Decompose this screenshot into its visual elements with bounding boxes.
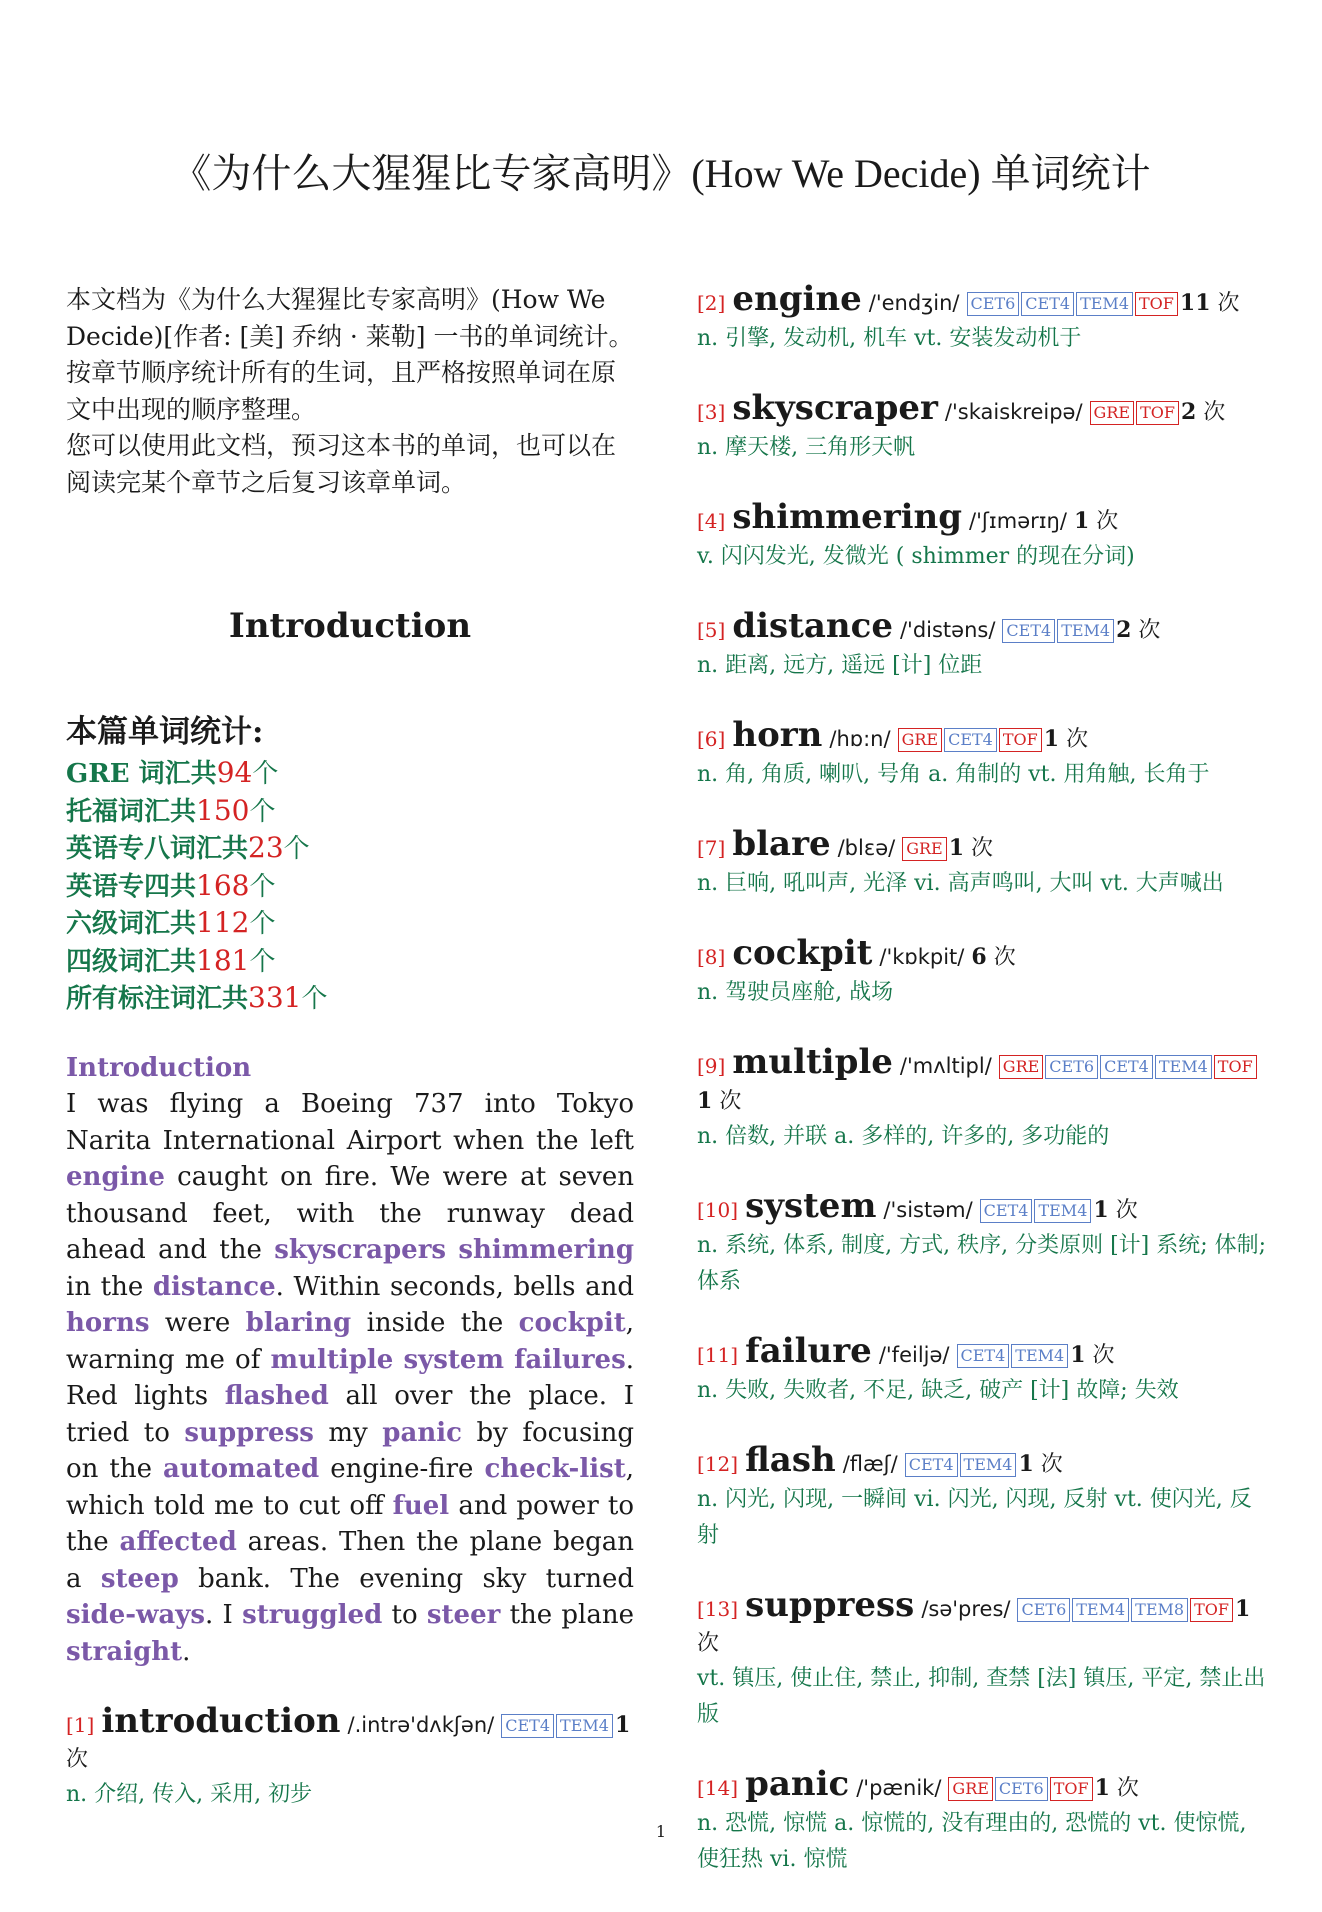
vocab-highlight: steer (426, 1600, 501, 1630)
level-tag: GRE (1090, 401, 1135, 425)
level-tag: TEM4 (556, 1714, 613, 1738)
count-suffix: 次 (697, 1631, 720, 1656)
entry-index: [4] (697, 509, 726, 533)
level-tag: TEM4 (1072, 1598, 1129, 1622)
entry-head (66, 1701, 634, 1777)
vocab-entry (697, 497, 1267, 575)
vocab-highlight: distance (152, 1271, 276, 1302)
entry-index: [1] (66, 1713, 95, 1737)
vocab-highlight: cockpit (518, 1308, 626, 1338)
level-tag: CET6 (1045, 1055, 1098, 1079)
vocab-entry (697, 715, 1267, 793)
entry-definition: n. 恐慌, 惊慌 a. 惊慌的, 没有理由的, 恐慌的 vt. 使惊慌, 使狂热 vi. 惊慌 (697, 1811, 1247, 1872)
level-tag: CET6 (995, 1777, 1048, 1801)
entry-count: 1 (1234, 1596, 1251, 1622)
entry-phonetic: /flæʃ/ (842, 1452, 898, 1476)
count-suffix: 次 (971, 836, 994, 861)
entry-word: multiple (732, 1042, 893, 1082)
chapter-label: Introduction (66, 1052, 252, 1083)
entry-index: [3] (697, 400, 726, 424)
entry-word: failure (745, 1331, 872, 1371)
entry-index: [6] (697, 727, 726, 751)
entry-head (697, 388, 1267, 430)
section-heading: Introduction (228, 606, 472, 646)
count-suffix: 次 (1096, 509, 1119, 534)
level-tag: TOF (1135, 292, 1178, 316)
entry-count: 6 (971, 944, 987, 970)
level-tag: TEM4 (1155, 1055, 1212, 1079)
entry-index: [14] (697, 1776, 739, 1800)
stat-count: 181 (196, 943, 250, 977)
entry-word: skyscraper (732, 388, 938, 428)
stat-unit: 个 (283, 834, 310, 864)
entry-definition: n. 角, 角质, 喇叭, 号角 a. 角制的 vt. 用角触, 长角于 (697, 762, 1210, 787)
level-tag: CET4 (501, 1714, 554, 1738)
vocab-entry (697, 388, 1267, 466)
entry-index: [5] (697, 618, 726, 642)
level-tag: TEM4 (1057, 619, 1114, 643)
count-suffix: 次 (1115, 1198, 1138, 1223)
entry-count: 1 (1070, 1342, 1086, 1368)
entry-word: introduction (101, 1701, 341, 1741)
entry-phonetic: /sə'pres/ (921, 1597, 1011, 1621)
entry-head (697, 1764, 1267, 1806)
entry-definition: v. 闪闪发光, 发微光 ( shimmer 的现在分词) (697, 544, 1135, 569)
entry-phonetic: /.intrə'dʌkʃən/ (347, 1713, 495, 1737)
entry-definition: n. 闪光, 闪现, 一瞬间 vi. 闪光, 闪现, 反射 vt. 使闪光, 反射 (697, 1487, 1252, 1548)
level-tag: GRE (948, 1777, 993, 1801)
level-tag: TOF (1214, 1055, 1257, 1079)
level-tag: TOF (999, 728, 1042, 752)
count-suffix: 次 (66, 1747, 89, 1772)
vocab-highlight: affected (119, 1527, 237, 1557)
level-tag: CET6 (1017, 1598, 1070, 1622)
stat-row (66, 830, 634, 868)
stat-unit: 个 (249, 796, 276, 827)
intro-text (66, 282, 634, 501)
entry-head (697, 1440, 1267, 1482)
vocab-highlight: engine (66, 1162, 165, 1192)
entry-phonetic: /'distəns/ (899, 618, 996, 642)
vocab-highlight: side-ways (66, 1600, 206, 1630)
entry-count: 1 (948, 835, 965, 861)
entry-word: panic (745, 1764, 850, 1804)
intro-paragraph: 您可以使用此文档，预习这本书的单词，也可以在阅读完某个章节之后复习该章单词。 (66, 431, 617, 497)
stat-count: 94 (216, 756, 253, 789)
entry-index: [8] (697, 945, 726, 969)
entry-count: 1 (614, 1712, 631, 1738)
entry-head (697, 715, 1267, 757)
count-suffix: 次 (1217, 291, 1240, 316)
level-tag: TOF (1136, 401, 1179, 425)
level-tag: GRE (999, 1055, 1044, 1079)
page-number: 1 (655, 1822, 667, 1841)
left-entries (66, 1701, 634, 1813)
vocab-highlight: straight (66, 1636, 183, 1667)
level-tag: CET4 (980, 1199, 1033, 1223)
level-tag: CET4 (944, 728, 997, 752)
entry-index: [2] (697, 291, 726, 315)
entry-index: [7] (697, 836, 726, 860)
entry-head (697, 933, 1267, 975)
vocab-entry (66, 1701, 634, 1813)
level-tag: CET4 (1021, 292, 1074, 316)
vocab-highlight: shimmering (458, 1235, 635, 1265)
stat-row (66, 905, 634, 943)
entry-head (697, 1186, 1267, 1228)
level-tag: TEM8 (1131, 1598, 1188, 1622)
vocab-highlight: system (403, 1344, 504, 1375)
vocab-highlight: suppress (184, 1417, 314, 1448)
level-tag: CET4 (957, 1344, 1010, 1368)
vocab-highlight: fuel (392, 1490, 450, 1521)
entry-index: [13] (697, 1597, 739, 1621)
passage-text: I was flying a Boeing 737 into Tokyo Narita International Airport when the left engine caught on fire. We were at seven thousand feet, with the runway dead ahead and the skyscrapers shimmering in the distance. Within seconds, bells and horns were blaring inside the cockpit, warning me of multiple system failures. Red lights flashed all over the place. I tried to suppress my panic by focusing on the automated engine-fire check-list, which told me to cut off fuel and power to the affected areas. Then the plane began a steep bank. The evening sky turned side-ways. I struggled to steer the plane straight. (66, 1089, 635, 1667)
entry-count: 1 (1094, 1775, 1110, 1801)
level-tag: GRE (898, 728, 943, 752)
count-suffix: 次 (719, 1089, 742, 1114)
entry-count: 2 (1116, 617, 1132, 643)
stat-count: 23 (248, 831, 284, 864)
intro-paragraph: 按章节顺序统计所有的生词，且严格按照单词在原文中出现的顺序整理。 (66, 358, 617, 424)
stat-row (66, 755, 634, 793)
stat-label: 英语专八词汇共 (66, 834, 249, 864)
vocab-entry (697, 279, 1267, 357)
count-suffix: 次 (993, 945, 1016, 970)
vocab-highlight: skyscrapers (274, 1235, 447, 1265)
vocab-entry (697, 933, 1267, 1011)
entry-phonetic: /blɛə/ (837, 836, 896, 860)
entry-word: system (745, 1186, 877, 1226)
entry-word: shimmering (732, 497, 963, 537)
vocab-entry (697, 1331, 1267, 1409)
entry-index: [12] (697, 1452, 739, 1476)
level-tag: TEM4 (1076, 292, 1133, 316)
stat-unit: 个 (249, 909, 276, 939)
vocab-highlight: steep (100, 1563, 179, 1594)
entry-count: 11 (1179, 290, 1211, 316)
vocab-entry (697, 1186, 1267, 1300)
level-tag: TOF (1050, 1777, 1093, 1801)
count-suffix: 次 (1040, 1452, 1063, 1477)
stat-row (66, 793, 634, 831)
stat-row (66, 980, 634, 1018)
stat-unit: 个 (249, 946, 276, 977)
entry-word: blare (732, 824, 831, 864)
count-suffix: 次 (1092, 1343, 1115, 1368)
stat-label: 所有标注词汇共 (66, 984, 249, 1014)
left-column (66, 282, 634, 1847)
vocab-entry (697, 1440, 1267, 1554)
stat-label: 托福词汇共 (66, 796, 197, 827)
entry-word: cockpit (732, 933, 873, 973)
stat-row (66, 943, 634, 981)
entry-head (697, 606, 1267, 648)
stat-label: GRE 词汇共 (66, 759, 217, 789)
stat-count: 168 (196, 868, 250, 902)
level-tag: CET6 (967, 292, 1020, 316)
entry-phonetic: /'endʒin/ (868, 291, 960, 315)
entry-head (697, 824, 1267, 866)
vocab-highlight: horns (66, 1308, 150, 1338)
entry-definition: n. 系统, 体系, 制度, 方式, 秩序, 分类原则 [计] 系统; 体制; 体系 (697, 1233, 1267, 1294)
stat-unit: 个 (301, 984, 328, 1014)
entry-phonetic: /'feiljə/ (878, 1343, 950, 1367)
entry-count: 1 (1073, 508, 1090, 534)
entry-definition: n. 摩天楼, 三角形天帆 (697, 435, 916, 460)
level-tag: TEM4 (1034, 1199, 1091, 1223)
entry-definition: n. 引擎, 发动机, 机车 vt. 安装发动机于 (697, 326, 1082, 351)
entry-index: [11] (697, 1343, 739, 1367)
entry-count: 1 (1043, 726, 1060, 752)
entry-word: suppress (745, 1585, 915, 1625)
entry-head (697, 497, 1267, 539)
right-column (697, 279, 1267, 1912)
entry-definition: n. 驾驶员座舱, 战场 (697, 980, 894, 1005)
vocab-highlight: check-list (484, 1454, 626, 1484)
entry-phonetic: /'pænik/ (856, 1776, 942, 1800)
entry-word: horn (732, 715, 823, 755)
entry-definition: vt. 镇压, 使止住, 禁止, 抑制, 查禁 [法] 镇压, 平定, 禁止出版 (697, 1666, 1266, 1727)
entry-definition: n. 失败, 失败者, 不足, 缺乏, 破产 [计] 故障; 失效 (697, 1378, 1179, 1403)
vocab-highlight: blaring (245, 1308, 352, 1338)
stat-label: 六级词汇共 (66, 909, 197, 939)
entry-phonetic: /hɒ:n/ (829, 727, 891, 751)
entry-count: 1 (1018, 1451, 1034, 1477)
stat-count: 150 (196, 793, 250, 827)
entry-index: [9] (697, 1054, 726, 1078)
entry-definition: n. 介绍, 传入, 采用, 初步 (66, 1782, 313, 1807)
level-tag: GRE (902, 837, 947, 861)
document-title: 《为什么大猩猩比专家高明》(How We Decide) 单词统计 (171, 151, 1151, 196)
vocab-highlight: panic (382, 1417, 462, 1448)
vocab-highlight: struggled (242, 1600, 383, 1630)
stat-row (66, 868, 634, 906)
entry-word: flash (745, 1440, 836, 1480)
vocab-highlight: failures (514, 1344, 626, 1375)
stats-list (66, 755, 634, 1018)
entry-phonetic: /'mʌltipl/ (899, 1054, 992, 1078)
count-suffix: 次 (1066, 727, 1089, 752)
count-suffix: 次 (1203, 400, 1226, 425)
stat-count: 331 (248, 981, 302, 1014)
entry-phonetic: /'skaiskreipə/ (944, 400, 1083, 424)
level-tag: TOF (1190, 1598, 1233, 1622)
stat-unit: 个 (252, 759, 279, 789)
stats-title: 本篇单词统计: (66, 714, 264, 750)
vocab-entry (697, 824, 1267, 902)
level-tag: TEM4 (1011, 1344, 1068, 1368)
entry-phonetic: /'sistəm/ (883, 1198, 973, 1222)
stat-label: 四级词汇共 (66, 946, 197, 977)
stat-count: 112 (196, 906, 250, 939)
level-tag: CET4 (1002, 619, 1055, 643)
entry-word: distance (732, 606, 893, 646)
entry-head (697, 279, 1267, 321)
level-tag: CET4 (1100, 1055, 1153, 1079)
level-tag: CET4 (905, 1453, 958, 1477)
entry-index: [10] (697, 1198, 739, 1222)
entry-count: 1 (697, 1088, 713, 1114)
entry-definition: n. 巨响, 吼叫声, 光泽 vi. 高声鸣叫, 大叫 vt. 大声喊出 (697, 871, 1224, 896)
intro-paragraph: 本文档为《为什么大猩猩比专家高明》(How We Decide)[作者: [美] 乔纳 · 莱勒] 一书的单词统计。 (66, 285, 634, 351)
vocab-highlight: flashed (224, 1381, 329, 1411)
vocab-entry (697, 606, 1267, 684)
entry-phonetic: /'ʃɪmərɪŋ/ (969, 509, 1067, 533)
stat-unit: 个 (249, 871, 276, 902)
vocab-entry (697, 1042, 1267, 1155)
vocab-highlight: multiple (270, 1344, 394, 1375)
level-tag: TEM4 (960, 1453, 1017, 1477)
vocab-entry (697, 1585, 1267, 1733)
stat-label: 英语专四共 (66, 871, 197, 902)
entry-word: engine (732, 279, 862, 319)
entry-count: 2 (1180, 399, 1197, 425)
entry-definition: n. 距离, 远方, 遥远 [计] 位距 (697, 653, 983, 678)
entry-definition: n. 倍数, 并联 a. 多样的, 许多的, 多功能的 (697, 1124, 1110, 1149)
entry-head (697, 1042, 1267, 1119)
entry-head (697, 1331, 1267, 1373)
entry-head (697, 1585, 1267, 1661)
entry-phonetic: /'kɒkpit/ (879, 945, 965, 969)
count-suffix: 次 (1138, 618, 1161, 643)
entry-count: 1 (1093, 1197, 1109, 1223)
count-suffix: 次 (1116, 1776, 1139, 1801)
vocab-highlight: automated (163, 1454, 320, 1484)
